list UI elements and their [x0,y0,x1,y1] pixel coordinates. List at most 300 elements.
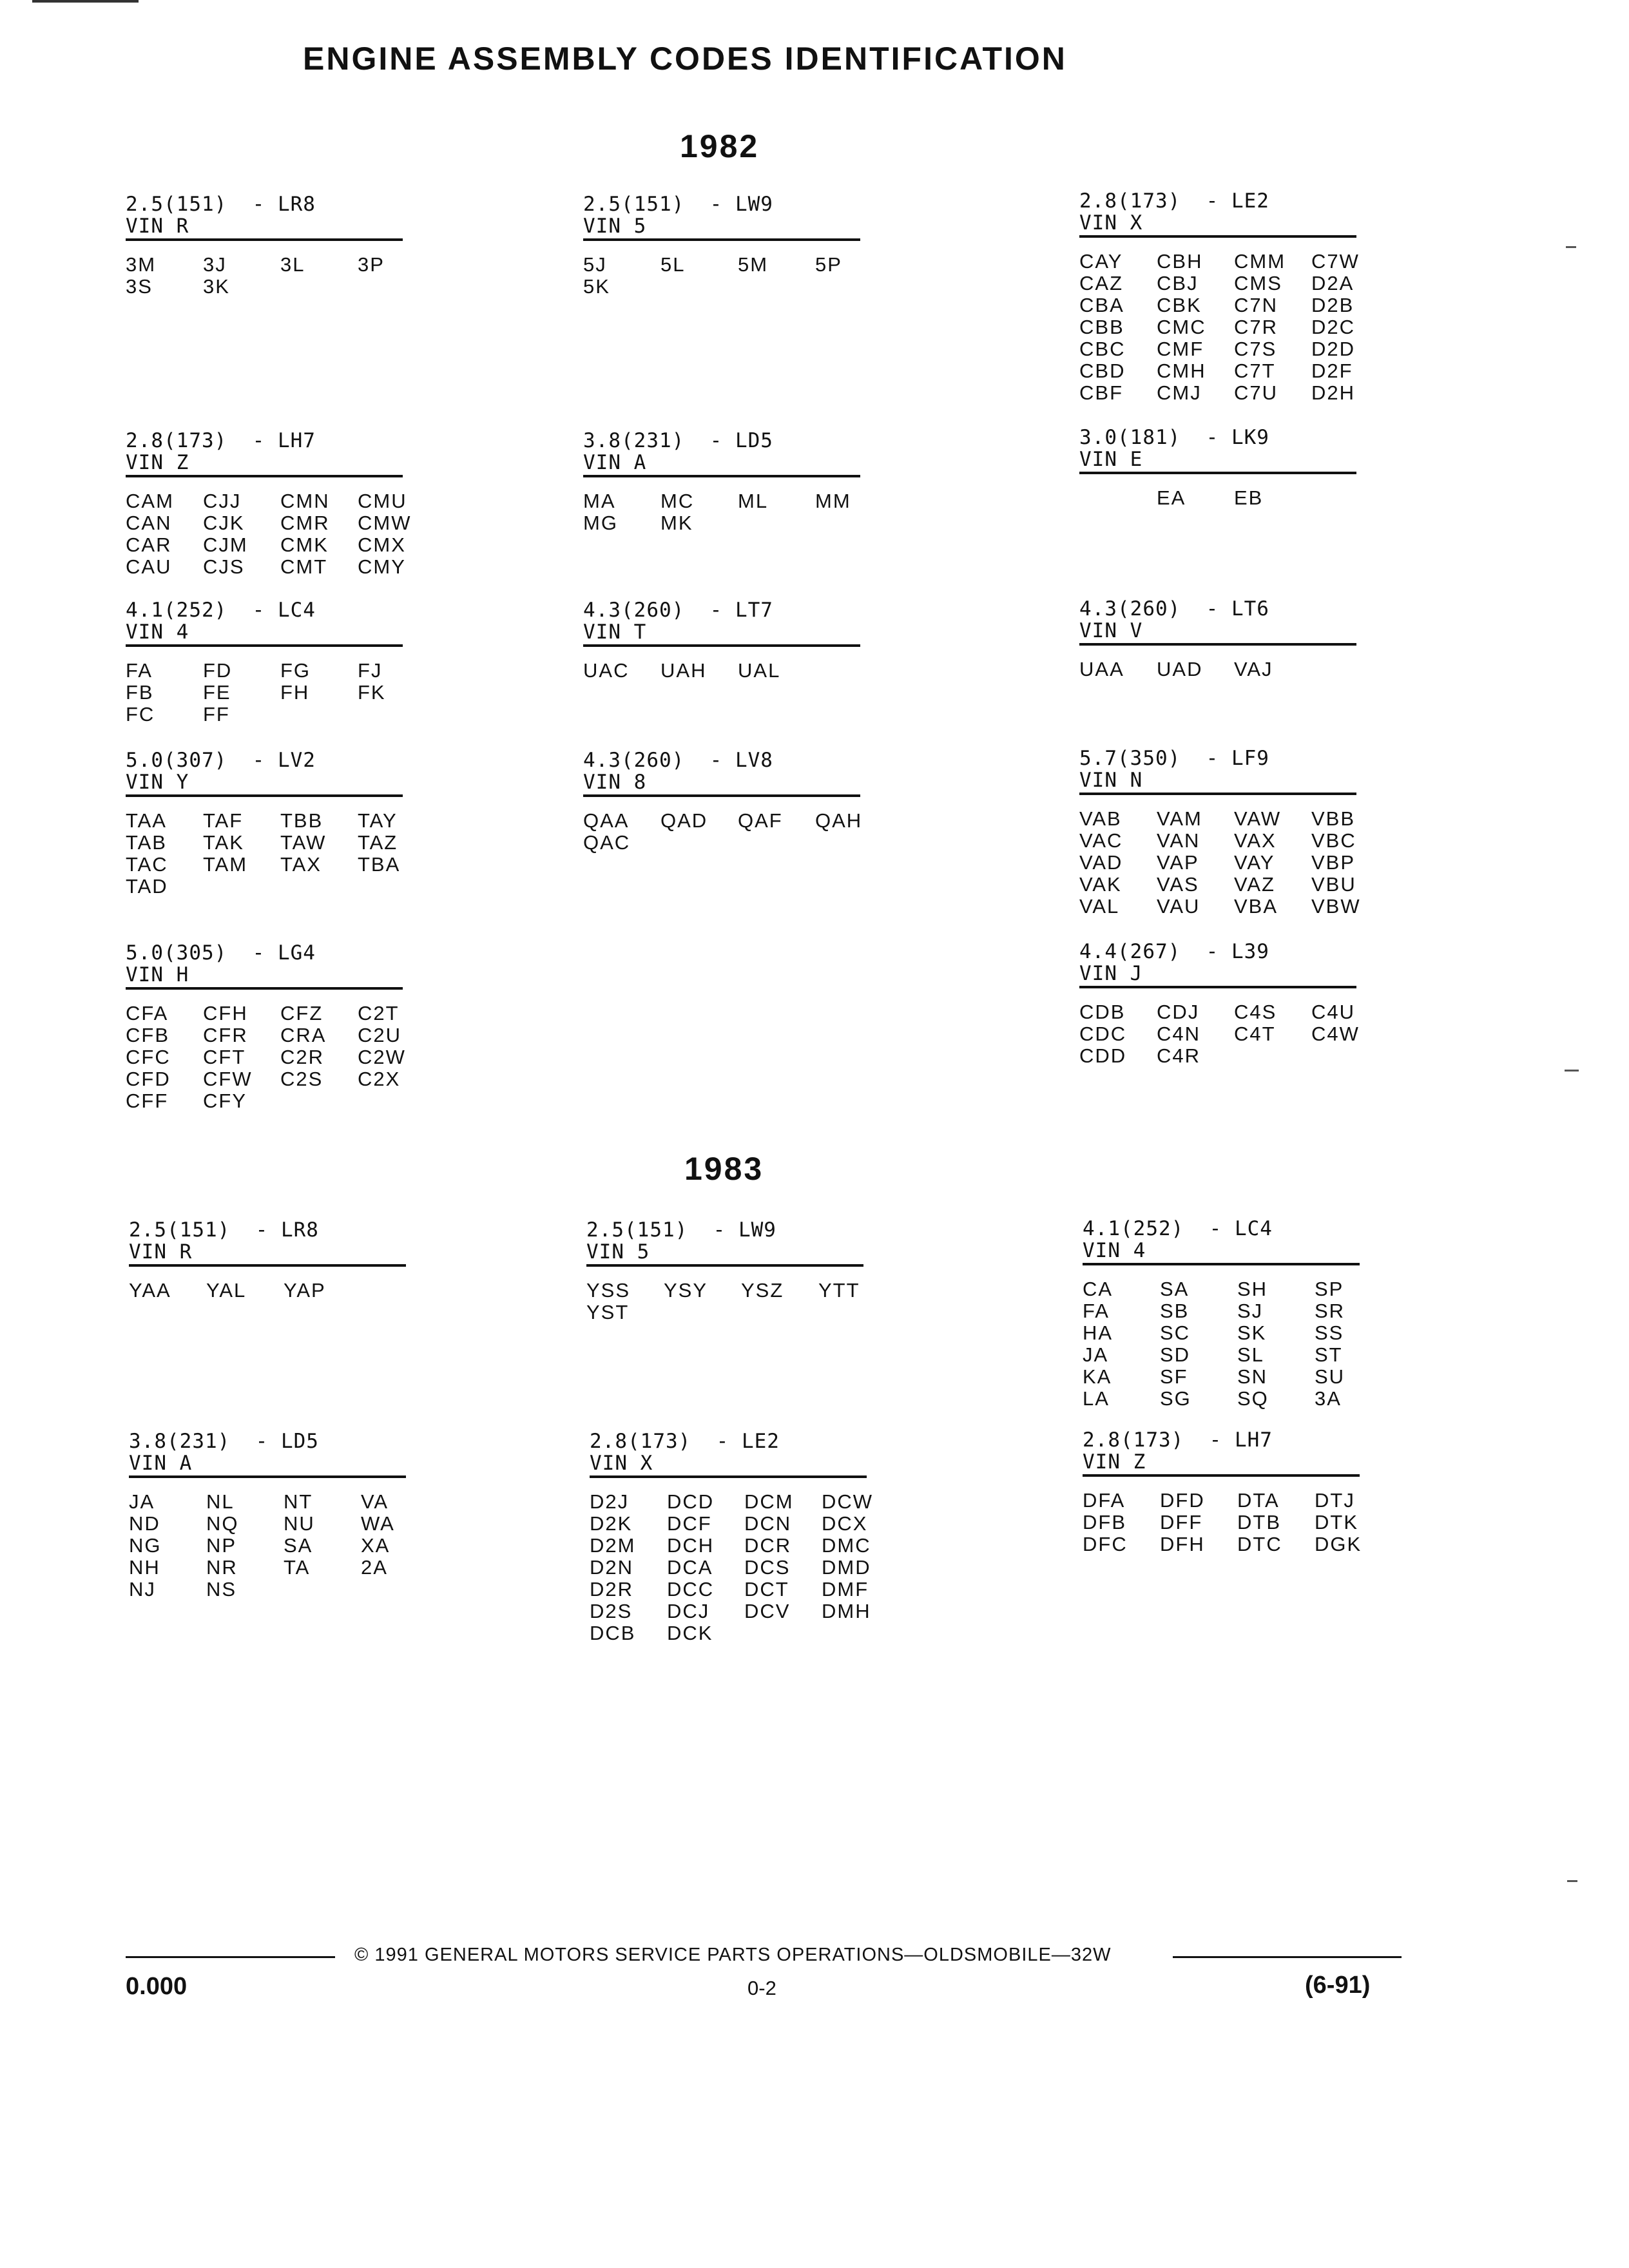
assembly-code: CAU [126,555,172,578]
assembly-code: CDJ [1157,1001,1200,1023]
assembly-code: MC [660,490,695,512]
assembly-code: VAZ [1234,873,1275,896]
assembly-code: C4S [1234,1001,1277,1023]
edge-mark [1566,246,1576,248]
vin-heading: VIN X [1079,211,1143,235]
assembly-code: 3M [126,253,157,276]
assembly-code: TAD [126,875,168,898]
assembly-code: 5M [738,253,769,276]
engine-block [129,1219,406,1302]
heading-rule [583,644,860,647]
assembly-code: DTA [1237,1489,1280,1512]
assembly-code: C2R [280,1046,325,1068]
assembly-code: DFA [1083,1489,1126,1512]
assembly-code: YAP [284,1279,326,1302]
heading-rule [583,475,860,477]
assembly-code: 5L [660,253,686,276]
assembly-code: TAF [203,809,244,832]
assembly-code: CBF [1079,381,1123,404]
heading-rule [586,1264,863,1267]
assembly-code: FC [126,703,155,726]
assembly-code: C4R [1157,1044,1201,1067]
assembly-code: MK [660,512,693,534]
assembly-code: VAW [1234,807,1282,830]
vin-heading: VIN 5 [583,215,647,238]
assembly-code: DCX [822,1512,868,1535]
assembly-code: SK [1237,1321,1267,1344]
top-edge-rule [32,0,139,3]
vin-heading: VIN R [129,1240,193,1264]
engine-heading: 2.5(151) - LR8 [126,193,316,216]
engine-heading: 2.5(151) - LW9 [586,1218,776,1242]
assembly-code: D2F [1311,360,1353,382]
year-heading-1982: 1982 [680,128,760,164]
assembly-code: TBA [358,853,401,876]
assembly-code: NS [206,1578,237,1600]
engine-heading: 5.0(307) - LV2 [126,749,316,772]
assembly-code: LA [1083,1387,1110,1410]
assembly-code: NR [206,1556,238,1579]
vin-heading: VIN R [126,215,189,238]
assembly-code: VAU [1157,895,1200,918]
heading-rule [126,238,403,241]
assembly-code: CFZ [280,1002,323,1024]
engine-heading: 3.8(231) - LD5 [129,1430,319,1453]
assembly-code: CA [1083,1278,1113,1300]
assembly-code: 3J [203,253,227,276]
assembly-code: SU [1315,1365,1345,1388]
engine-block [126,749,403,898]
assembly-code: MG [583,512,618,534]
assembly-code: 5P [815,253,842,276]
engine-block [126,429,412,578]
assembly-code: VAS [1157,873,1199,896]
assembly-code: FA [126,659,153,682]
assembly-code: CAY [1079,250,1123,273]
assembly-code: CFC [126,1046,171,1068]
assembly-code: C4N [1157,1023,1201,1045]
assembly-code: VA [361,1490,389,1513]
assembly-code: FB [126,681,154,704]
assembly-code: CJS [203,555,245,578]
assembly-code: SJ [1237,1300,1264,1322]
assembly-code: SS [1315,1321,1344,1344]
assembly-code: D2R [590,1578,634,1600]
assembly-code: TAA [126,809,167,832]
assembly-code: CBB [1079,316,1124,338]
assembly-code: SQ [1237,1387,1269,1410]
assembly-code: VAK [1079,873,1122,896]
assembly-code: ML [738,490,769,512]
heading-rule [1079,235,1356,238]
vin-heading: VIN T [583,620,647,644]
assembly-code: C7W [1311,250,1360,273]
assembly-code: DTC [1237,1533,1282,1555]
heading-rule [1079,643,1356,646]
page-title: ENGINE ASSEMBLY CODES IDENTIFICATION [303,41,1067,77]
vin-heading: VIN X [590,1452,653,1475]
assembly-code: CFF [126,1090,169,1112]
assembly-code: D2C [1311,316,1356,338]
engine-heading: 4.1(252) - LC4 [1083,1217,1273,1240]
code-grid [129,1491,406,1600]
assembly-code: CFW [203,1068,253,1090]
engine-block [583,430,860,534]
assembly-code: FE [203,681,231,704]
assembly-code: VBA [1234,895,1278,918]
assembly-code: C2X [358,1068,401,1090]
assembly-code: VAD [1079,851,1123,874]
assembly-code: CMJ [1157,381,1202,404]
assembly-code: CMM [1234,250,1286,273]
assembly-code: XA [361,1534,390,1557]
footer-rule-right [1173,1956,1402,1958]
code-grid [1083,1490,1360,1555]
assembly-code: DCH [667,1534,715,1557]
code-grid [586,1280,863,1323]
assembly-code: CDC [1079,1023,1127,1045]
assembly-code: VAC [1079,829,1123,852]
assembly-code: EA [1157,486,1186,509]
assembly-code: CAZ [1079,272,1123,294]
engine-heading: 2.8(173) - LE2 [1079,189,1269,213]
code-grid [1079,807,1361,918]
assembly-code: C7T [1234,360,1276,382]
engine-block [126,599,403,726]
assembly-code: D2M [590,1534,636,1557]
assembly-code: D2J [590,1490,630,1513]
assembly-code: YAA [129,1279,171,1302]
assembly-code: CDB [1079,1001,1126,1023]
assembly-code: NH [129,1556,160,1579]
assembly-code: QAA [583,809,630,832]
assembly-code: NG [129,1534,162,1557]
assembly-code: CBA [1079,294,1124,316]
heading-rule [126,644,403,647]
assembly-code: CJM [203,533,248,556]
assembly-code: CMH [1157,360,1206,382]
assembly-code: DMD [822,1556,871,1579]
assembly-code: CFH [203,1002,248,1024]
engine-heading: 2.8(173) - LE2 [590,1430,780,1453]
year-heading-1983: 1983 [684,1151,764,1187]
assembly-code: DFC [1083,1533,1128,1555]
assembly-code: YTT [818,1279,860,1302]
assembly-code: 3P [358,253,385,276]
assembly-code: CDD [1079,1044,1127,1067]
engine-block [1079,598,1356,680]
assembly-code: DCR [744,1534,792,1557]
assembly-code: CAR [126,533,172,556]
vin-heading: VIN 4 [126,620,189,644]
assembly-code: DFF [1160,1511,1203,1533]
assembly-code: CFD [126,1068,171,1090]
engine-block [583,749,863,854]
assembly-code: HA [1083,1321,1113,1344]
assembly-code: TAC [126,853,168,876]
heading-rule [126,794,403,797]
assembly-code: C7N [1234,294,1278,316]
assembly-code: MM [815,490,851,512]
edge-mark [1565,1070,1579,1072]
engine-block [1083,1429,1360,1555]
footer-revision-date: (6-91) [1305,1972,1371,1999]
assembly-code: CFT [203,1046,246,1068]
assembly-code: DCN [744,1512,792,1535]
assembly-code: SA [284,1534,313,1557]
assembly-code: DCJ [667,1600,710,1622]
assembly-code: C7S [1234,338,1277,360]
assembly-code: DCC [667,1578,715,1600]
assembly-code: SD [1160,1343,1191,1366]
code-grid [126,490,412,578]
vin-heading: VIN Z [126,451,189,474]
engine-heading: 5.7(350) - LF9 [1079,747,1269,770]
assembly-code: CMF [1157,338,1204,360]
assembly-code: TAW [280,831,327,854]
engine-heading: 4.3(260) - LT7 [583,599,773,622]
assembly-code: VBP [1311,851,1356,874]
code-grid [129,1280,406,1302]
heading-rule [583,238,860,241]
vin-heading: VIN E [1079,448,1143,471]
engine-heading: 4.3(260) - LV8 [583,749,773,772]
assembly-code: VBU [1311,873,1356,896]
vin-heading: VIN 4 [1083,1239,1146,1262]
assembly-code: VAM [1157,807,1202,830]
assembly-code: CBH [1157,250,1203,273]
assembly-code: VBB [1311,807,1356,830]
assembly-code: FK [358,681,386,704]
assembly-code: DCM [744,1490,794,1513]
footer-copyright: © 1991 GENERAL MOTORS SERVICE PARTS OPERATIONS—OLDSMOBILE—32W [354,1945,1112,1965]
assembly-code: CMY [358,555,406,578]
heading-rule [129,1264,406,1267]
assembly-code: DTK [1315,1511,1358,1533]
assembly-code: CBD [1079,360,1126,382]
engine-heading: 4.3(260) - LT6 [1079,597,1269,620]
assembly-code: 3S [126,275,153,298]
assembly-code: UAD [1157,658,1203,680]
engine-heading: 3.0(181) - LK9 [1079,426,1269,449]
assembly-code: SF [1160,1365,1188,1388]
assembly-code: D2N [590,1556,634,1579]
assembly-code: 5J [583,253,607,276]
assembly-code: FH [280,681,310,704]
assembly-code: NU [284,1512,315,1535]
assembly-code: CMN [280,490,330,512]
assembly-code: C7U [1234,381,1278,404]
assembly-code: VAB [1079,807,1122,830]
vin-heading: VIN Z [1083,1450,1146,1474]
footer-page-number: 0-2 [747,1977,776,1999]
assembly-code: C4W [1311,1023,1360,1045]
code-grid [583,254,860,298]
assembly-code: UAA [1079,658,1124,680]
code-grid [590,1490,874,1644]
vin-heading: VIN 5 [586,1240,650,1264]
heading-rule [590,1475,867,1478]
assembly-code: VAL [1079,895,1120,918]
assembly-code: CMC [1157,316,1206,338]
vin-heading: VIN A [129,1452,193,1475]
assembly-code: FF [203,703,230,726]
assembly-code: TBB [280,809,323,832]
assembly-code: DCK [667,1622,713,1644]
assembly-code: C7R [1234,316,1278,338]
assembly-code: SN [1237,1365,1268,1388]
assembly-code: VAN [1157,829,1200,852]
engine-heading: 2.5(151) - LW9 [583,193,773,216]
assembly-code: CFA [126,1002,169,1024]
assembly-code: UAL [738,659,781,682]
assembly-code: C2T [358,1002,400,1024]
engine-heading: 4.4(267) - L39 [1079,940,1269,963]
code-grid [1083,1278,1360,1410]
engine-heading: 4.1(252) - LC4 [126,599,316,622]
heading-rule [1079,472,1356,474]
assembly-code: 3K [203,275,230,298]
assembly-code: CJK [203,512,245,534]
assembly-code: NJ [129,1578,156,1600]
assembly-code: VBW [1311,895,1361,918]
heading-rule [1083,1263,1360,1265]
assembly-code: FD [203,659,233,682]
engine-block [586,1219,863,1323]
assembly-code: C4U [1311,1001,1356,1023]
assembly-code: VAY [1234,851,1275,874]
assembly-code: DCW [822,1490,874,1513]
assembly-code: DCA [667,1556,713,1579]
assembly-code: QAF [738,809,783,832]
assembly-code: CBC [1079,338,1126,360]
footer-section-number: 0.000 [126,1973,188,2000]
engine-block [126,941,406,1112]
heading-rule [126,475,403,477]
engine-heading: 2.8(173) - LH7 [126,429,316,452]
assembly-code: YSS [586,1279,631,1302]
assembly-code: CJJ [203,490,242,512]
assembly-code: DFB [1083,1511,1126,1533]
assembly-code: UAC [583,659,630,682]
assembly-code: NP [206,1534,237,1557]
assembly-code: QAD [660,809,708,832]
assembly-code: DCS [744,1556,791,1579]
assembly-code: C4T [1234,1023,1276,1045]
assembly-code: CFR [203,1024,248,1046]
code-grid [583,660,860,682]
assembly-code: SC [1160,1321,1191,1344]
code-grid [126,660,403,726]
assembly-code: 3A [1315,1387,1342,1410]
vin-heading: VIN H [126,963,189,986]
assembly-code: TAM [203,853,248,876]
assembly-code: EB [1234,486,1264,509]
assembly-code: FJ [358,659,383,682]
assembly-code: SR [1315,1300,1345,1322]
assembly-code: C2U [358,1024,402,1046]
assembly-code: DMH [822,1600,871,1622]
assembly-code: DCD [667,1490,715,1513]
assembly-code: SH [1237,1278,1268,1300]
assembly-code: D2H [1311,381,1356,404]
assembly-code: CBK [1157,294,1202,316]
engine-block [129,1430,406,1600]
assembly-code: D2B [1311,294,1354,316]
heading-rule [1083,1474,1360,1477]
assembly-code: TA [284,1556,311,1579]
assembly-code: SA [1160,1278,1190,1300]
assembly-code: JA [1083,1343,1109,1366]
engine-heading: 2.5(151) - LR8 [129,1218,319,1242]
assembly-code: FG [280,659,311,682]
assembly-code: CMW [358,512,412,534]
assembly-code: DCF [667,1512,712,1535]
assembly-code: MA [583,490,616,512]
assembly-code: KA [1083,1365,1112,1388]
engine-block [1083,1218,1360,1410]
assembly-code: CAN [126,512,172,534]
assembly-code: DMF [822,1578,869,1600]
assembly-code: TAX [280,853,322,876]
edge-mark [1567,1880,1577,1882]
engine-block [126,193,403,298]
assembly-code: DGK [1315,1533,1362,1555]
assembly-code: YSZ [741,1279,784,1302]
vin-heading: VIN 8 [583,771,647,794]
engine-block [590,1430,874,1644]
assembly-code: DCT [744,1578,789,1600]
assembly-code: YST [586,1301,630,1323]
assembly-code: 5K [583,275,610,298]
assembly-code: CFY [203,1090,247,1112]
assembly-code: ND [129,1512,160,1535]
code-grid [126,810,403,898]
assembly-code: WA [361,1512,395,1535]
assembly-code: C2S [280,1068,323,1090]
assembly-code: SP [1315,1278,1344,1300]
code-grid [1079,487,1356,509]
footer-rule-left [126,1956,335,1958]
assembly-code: YSY [664,1279,708,1302]
assembly-code: VAP [1157,851,1199,874]
assembly-code: C2W [358,1046,406,1068]
assembly-code: CMT [280,555,328,578]
assembly-code: D2D [1311,338,1356,360]
assembly-code: TAK [203,831,244,854]
assembly-code: CMS [1234,272,1282,294]
code-grid [126,1002,406,1112]
assembly-code: DMC [822,1534,871,1557]
heading-rule [1079,986,1356,988]
code-grid [1079,658,1356,680]
assembly-code: UAH [660,659,707,682]
assembly-code: DTJ [1315,1489,1355,1512]
assembly-code: VAX [1234,829,1277,852]
assembly-code: QAC [583,831,631,854]
code-grid [583,809,863,854]
assembly-code: DCV [744,1600,791,1622]
assembly-code: 3L [280,253,305,276]
heading-rule [583,794,860,797]
assembly-code: SL [1237,1343,1264,1366]
heading-rule [126,987,403,990]
vin-heading: VIN Y [126,771,189,794]
assembly-code: CMX [358,533,406,556]
assembly-code: TAB [126,831,167,854]
assembly-code: CMK [280,533,329,556]
engine-heading: 5.0(305) - LG4 [126,941,316,965]
